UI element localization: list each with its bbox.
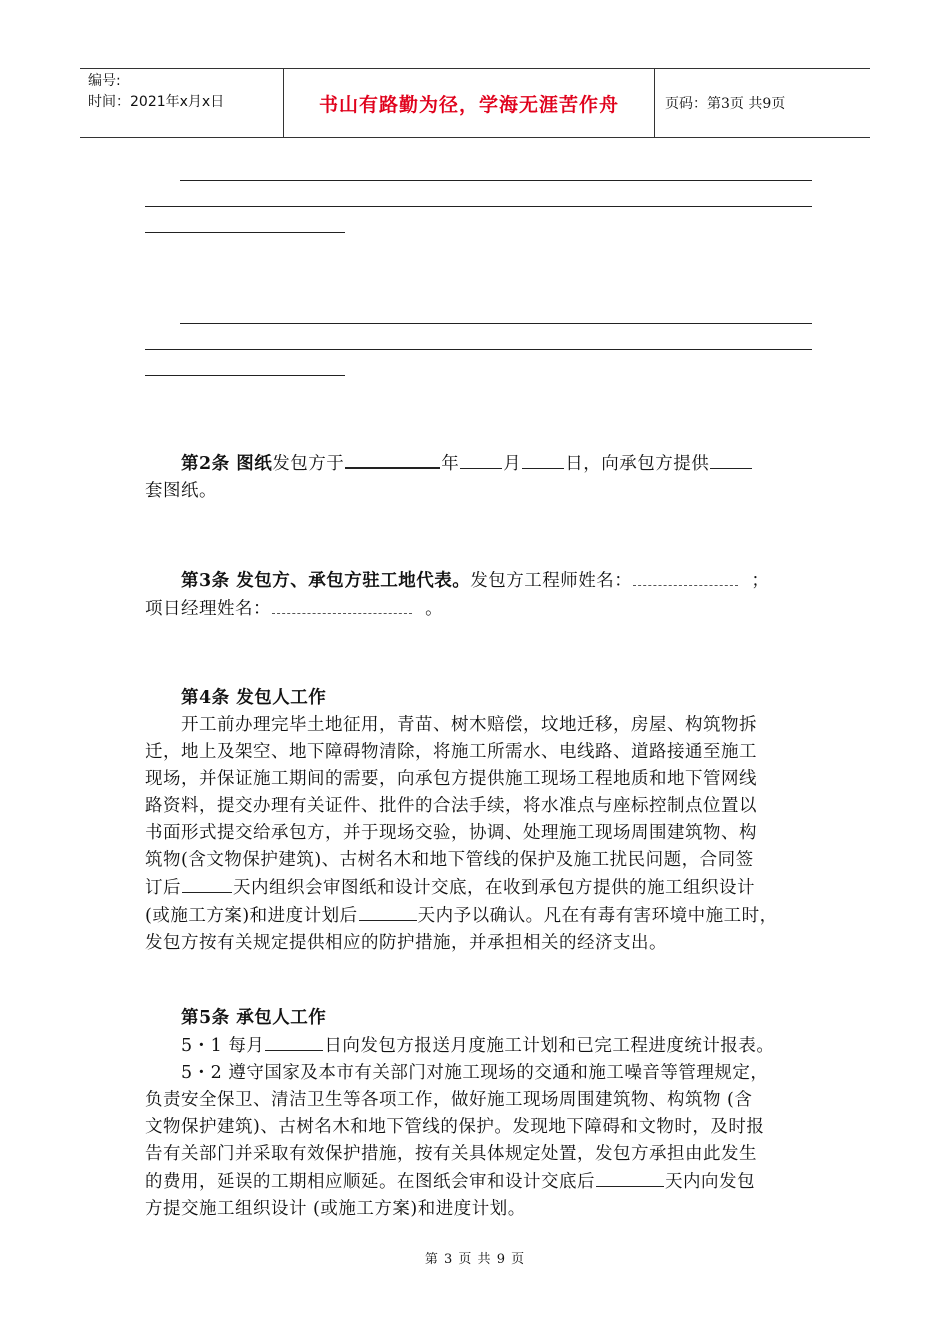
header-page-code: 页码：第3页 共9页 [665,96,786,112]
article-5-line: 负责安全保卫、清洁卫生等各项工作，做好施工现场周围建筑物、构筑物 (含 [145,1090,753,1110]
fill-blank[interactable] [182,874,232,893]
fill-blank[interactable] [272,595,412,614]
fill-blank[interactable] [265,1032,323,1051]
article-4-line: 现场，并保证施工期间的需要，向承包方提供施工现场工程地质和地下管网线 [145,769,757,789]
article-5-line: 的费用，延误的工期相应顺延。在图纸会审和设计交底后 [145,1172,595,1192]
article-2-title: 第2条 图纸 [181,454,273,474]
article-4-line: 书面形式提交给承包方，并于现场交验，协调、处理施工现场周围建筑物、构 [145,823,757,843]
article-4-line: 天内组织会审图纸和设计交底，在收到承包方提供的施工组织设计 [233,878,755,898]
article-2 [145,449,817,505]
article-5-line: 5・1 每月 [181,1036,265,1056]
fill-blank[interactable] [596,1168,664,1187]
fill-blank[interactable] [359,902,417,921]
page-header [80,68,870,138]
article-5-line: 方提交施工组织设计 (或施工方案)和进度计划。 [145,1199,526,1219]
article-3-text: 。 [425,599,444,619]
blank-line [145,375,345,376]
article-3-text: 发包方工程师姓名： [470,571,633,591]
article-3-text: 项日经理姓名： [145,599,271,619]
article-2-text: 发包方于 [272,454,345,474]
header-motto: 书山有路勤为径，学海无涯苦作舟 [283,69,655,137]
blank-line [145,232,345,233]
article-2-text: 月 [503,454,522,474]
article-4-line: 路资料，提交办理有关证件、批件的合法手续，将水准点与座标控制点位置以 [145,796,757,816]
article-4 [145,685,817,957]
doc-time-label: 时间：2021年x月x日 [88,94,225,110]
article-2-text: 套图纸。 [145,481,217,501]
article-5-line: 5・2 遵守国家及本市有关部门对施工现场的交通和施工噪音等管理规定， [181,1063,769,1083]
article-5-line: 文物保护建筑)、古树名木和地下管线的保护。发现地下障碍和文物时，及时报 [145,1117,765,1137]
article-4-line: 发包方按有关规定提供相应的防护措施，并承担相关的经济支出。 [145,933,667,953]
article-5-title: 第5条 承包人工作 [181,1008,327,1028]
header-left-cell [80,69,283,137]
article-4-line: (或施工方案)和进度计划后 [145,906,358,926]
blank-line [145,206,812,207]
article-4-line: 订后 [145,878,181,898]
article-4-line: 迁，地上及架空、地下障碍物清除，将施工所需水、电线路、道路接通至施工 [145,742,757,762]
article-2-text: 日，向承包方提供 [565,454,710,474]
fill-blank[interactable] [710,450,752,469]
blank-line [145,349,812,350]
fill-blank[interactable] [633,567,738,586]
article-5-line: 日向发包方报送月度施工计划和已完工程进度统计报表。 [324,1036,775,1056]
article-5 [145,1005,817,1223]
page-footer: 第 3 页 共 9 页 [424,1252,526,1267]
article-2-text: 年 [441,454,460,474]
blank-line [180,180,812,181]
article-5-line: 天内向发包 [665,1172,755,1192]
fill-blank[interactable] [460,450,502,469]
article-3 [145,567,817,623]
fill-blank[interactable] [345,449,440,469]
article-3-text: ； [751,571,770,591]
doc-number-label: 编号: [88,73,121,89]
article-5-line: 告有关部门并采取有效保护措施，按有关具体规定处置，发包方承担由此发生 [145,1144,757,1164]
article-3-title: 第3条 发包方、承包方驻工地代表。 [181,571,471,591]
article-4-title: 第4条 发包人工作 [181,688,327,708]
fill-blank[interactable] [522,450,564,469]
blank-line [180,323,812,324]
article-4-line: 天内予以确认。凡在有毒有害环境中施工时， [417,906,778,926]
article-4-line: 开工前办理完毕土地征用，青苗、树木赔偿，坟地迁移，房屋、构筑物拆 [181,715,757,735]
article-4-line: 筑物(含文物保护建筑)、古树名木和地下管线的保护及施工扰民问题，合同签 [145,850,754,870]
